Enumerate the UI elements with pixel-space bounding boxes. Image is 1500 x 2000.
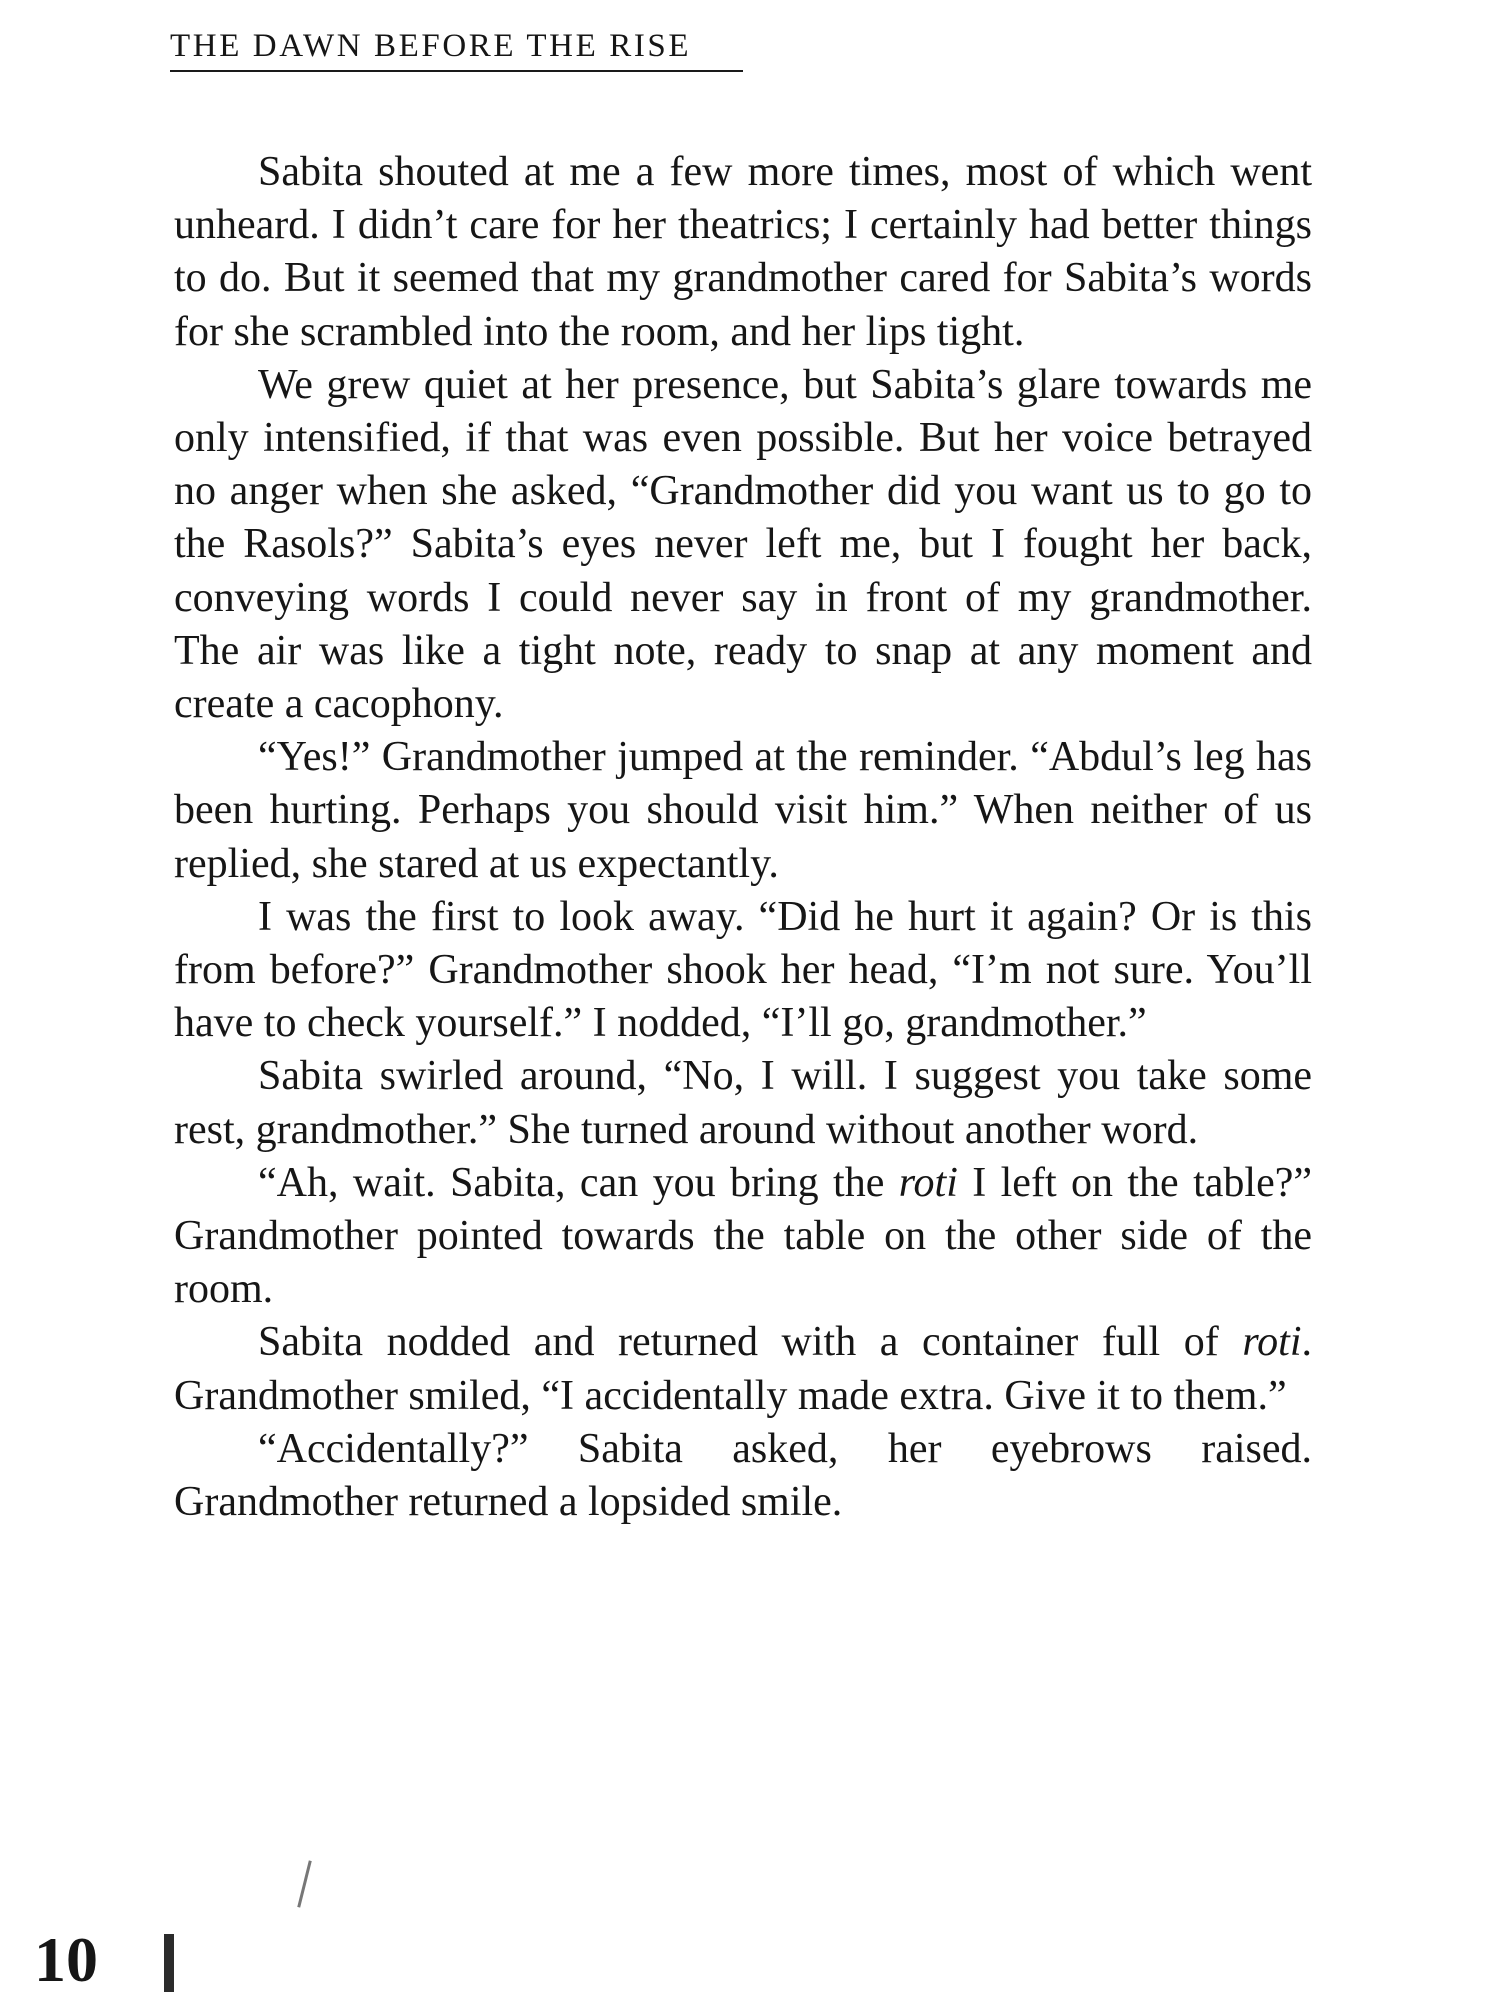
text-run: “Ah, wait. Sabita, can you bring the [258, 1159, 899, 1206]
page-number-bar [164, 1934, 174, 1992]
text-run: . Grandmother smiled, “I accidentally made extra. Give it to them.” [174, 1319, 1312, 1419]
header-rule [170, 70, 743, 72]
text-run: Sabita swirled around, “No, I will. I suggest you take some rest, grandmother.” She turned around without another word. [174, 1053, 1312, 1153]
paragraph-3 [174, 731, 1312, 891]
paragraph-8 [174, 1423, 1312, 1529]
italic-word: roti [898, 1159, 958, 1206]
paragraph-5 [174, 1050, 1312, 1156]
stray-pencil-mark [297, 1860, 312, 1907]
paragraph-2 [174, 359, 1312, 731]
paragraph-1 [174, 146, 1312, 359]
text-run: “Yes!” Grandmother jumped at the reminder. “Abdul’s leg has been hurting. Perhaps you should visit him.” When neither of us replied, she stared at us expectantly. [174, 734, 1312, 887]
text-run: I left on the table?” Grandmother pointed towards the table on the other side of the room. [174, 1159, 1312, 1313]
italic-word: roti [1242, 1319, 1302, 1366]
page-number: 10 [34, 1924, 98, 1995]
body-text [174, 146, 1312, 1529]
running-head: THE DAWN BEFORE THE RISE [170, 28, 692, 64]
text-run: Sabita shouted at me a few more times, most of which went unheard. I didn’t care for her theatrics; I certainly had better things to do. But it seemed that my grandmother cared for Sabita’s words for she scrambled into the room, and her lips tight. [174, 149, 1312, 355]
paragraph-6 [174, 1157, 1312, 1317]
paragraph-4 [174, 891, 1312, 1051]
text-run: We grew quiet at her presence, but Sabita’s glare towards me only intensified, if that was even possible. But her voice betrayed no anger when she asked, “Grandmother did you want us to go to the Rasols?” Sabita’s eyes never left me, but I fought her back, conveying words I could never say in front of my grandmother. The air was like a tight note, ready to snap at any moment and create a cacophony. [174, 361, 1312, 728]
paragraph-7 [174, 1316, 1312, 1422]
text-run: I was the first to look away. “Did he hurt it again? Or is this from before?” Grandmother shook her head, “I’m not sure. You’ll have to check yourself.” I nodded, “I’ll go, grandmother.” [174, 893, 1312, 1047]
text-run: Sabita nodded and returned with a container full of [258, 1319, 1243, 1366]
text-run: “Accidentally?” Sabita asked, her eyebrows raised. Grandmother returned a lopsided smile. [174, 1425, 1312, 1526]
